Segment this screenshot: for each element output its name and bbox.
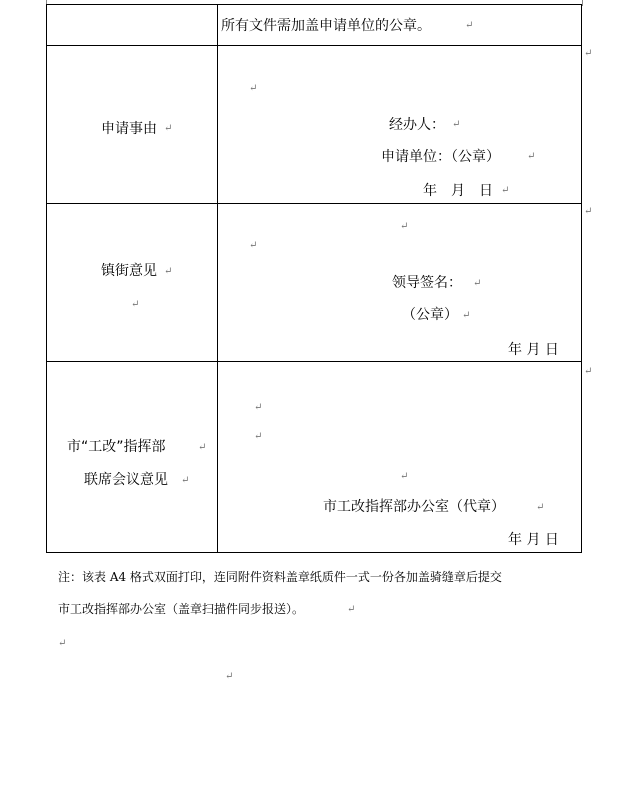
paragraph-mark: ↵ [249, 240, 258, 251]
crop-mark-top-right [582, 0, 591, 6]
paragraph-mark: ↵ [400, 471, 409, 482]
row0-left-cell [46, 4, 218, 46]
paragraph-mark: ↵ [536, 502, 545, 513]
town-opinion-label: 镇街意见 [101, 263, 157, 279]
office-seal-label: 市工改指挥部办公室（代章） [323, 499, 505, 515]
row2-label-cell [46, 203, 218, 362]
committee-label-line1: 市“工改”指挥部 [67, 439, 166, 455]
paragraph-mark: ↵ [58, 638, 67, 649]
leader-signature-label: 领导签名： [392, 275, 462, 291]
paragraph-mark: ↵ [198, 442, 207, 453]
committee-label-line2: 联席会议意见 [84, 472, 168, 488]
paragraph-mark: ↵ [225, 671, 234, 682]
paragraph-mark: ↵ [584, 206, 593, 217]
note-line-2: 市工改指挥部办公室（盖章扫描件同步报送）。 [58, 602, 305, 616]
row3-date: 年 月 日 [508, 532, 559, 548]
paragraph-mark: ↵ [347, 604, 356, 615]
paragraph-mark: ↵ [584, 48, 593, 59]
row3-content-cell[interactable] [217, 361, 582, 553]
row2-date: 年 月 日 [508, 342, 559, 358]
town-seal-label: （公章） [402, 307, 458, 323]
handler-label: 经办人： [389, 117, 445, 133]
paragraph-mark: ↵ [254, 402, 263, 413]
paragraph-mark: ↵ [400, 221, 409, 232]
paragraph-mark: ↵ [131, 299, 140, 310]
note-line-1: 注：该表 A4 格式双面打印，连同附件资料盖章纸质件一式一份各加盖骑缝章后提交 [58, 570, 502, 584]
paragraph-mark: ↵ [181, 475, 190, 486]
seal-requirement-text: 所有文件需加盖申请单位的公章。 [221, 18, 431, 34]
paragraph-mark: ↵ [164, 123, 173, 134]
paragraph-mark: ↵ [164, 266, 173, 277]
paragraph-mark: ↵ [527, 151, 536, 162]
paragraph-mark: ↵ [465, 20, 474, 31]
applicant-unit-seal: 申请单位：（公章） [381, 149, 500, 165]
paragraph-mark: ↵ [452, 119, 461, 130]
row1-date: 年 月 日 [423, 183, 493, 199]
apply-reason-label: 申请事由 [101, 121, 157, 137]
paragraph-mark: ↵ [249, 83, 258, 94]
paragraph-mark: ↵ [254, 431, 263, 442]
paragraph-mark: ↵ [584, 366, 593, 377]
row3-label-cell [46, 361, 218, 553]
paragraph-mark: ↵ [501, 185, 510, 196]
paragraph-mark: ↵ [473, 278, 482, 289]
paragraph-mark: ↵ [462, 310, 471, 321]
